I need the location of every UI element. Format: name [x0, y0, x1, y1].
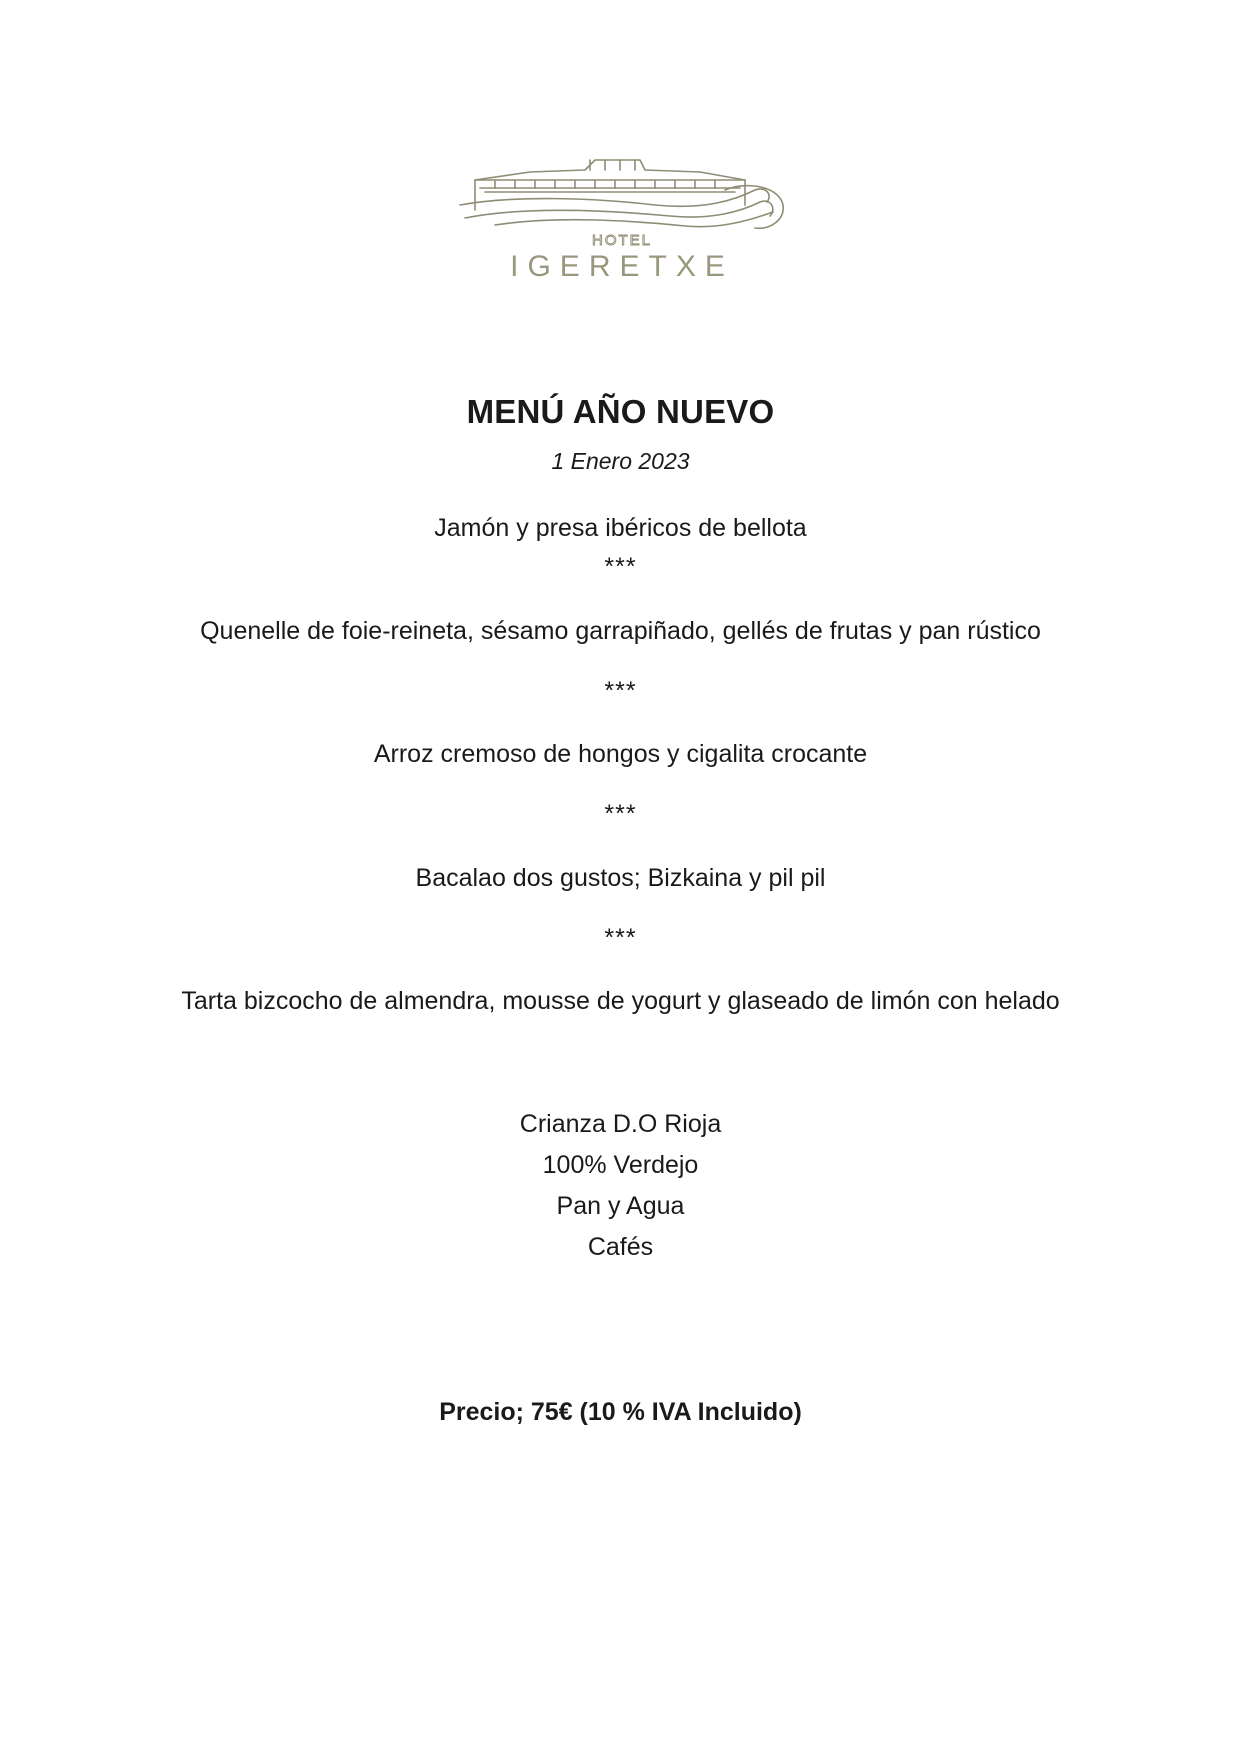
- hotel-building-logo-icon: [455, 150, 790, 285]
- separator-1: ***: [604, 553, 637, 581]
- extra-coffee: Cafés: [587, 1233, 654, 1261]
- menu-date: 1 Enero 2023: [551, 448, 690, 474]
- dish-4: Bacalao dos gustos; Bizkaina y pil pil: [415, 864, 826, 892]
- dish-5: Tarta bizcocho de almendra, mousse de yogurt y glaseado de limón con helado: [181, 987, 1060, 1015]
- hotel-logo: [455, 150, 790, 285]
- extra-bread-water: Pan y Agua: [556, 1192, 685, 1220]
- extra-wine-rioja: Crianza D.O Rioja: [519, 1110, 722, 1138]
- separator-4: ***: [604, 924, 637, 952]
- dish-1: Jamón y presa ibéricos de bellota: [434, 514, 807, 542]
- separator-3: ***: [604, 800, 637, 828]
- menu-title: MENÚ AÑO NUEVO: [466, 393, 775, 430]
- dish-3: Arroz cremoso de hongos y cigalita crocante: [373, 740, 868, 768]
- logo-name-text: IGERETXE: [510, 250, 734, 283]
- separator-2: ***: [604, 677, 637, 705]
- dish-2: Quenelle de foie-reineta, sésamo garrapiñado, gellés de frutas y pan rústico: [200, 617, 1041, 645]
- menu-price: Precio; 75€ (10 % IVA Incluido): [439, 1398, 802, 1426]
- extra-wine-verdejo: 100% Verdejo: [542, 1151, 699, 1179]
- logo-hotel-text: HOTEL: [591, 232, 653, 249]
